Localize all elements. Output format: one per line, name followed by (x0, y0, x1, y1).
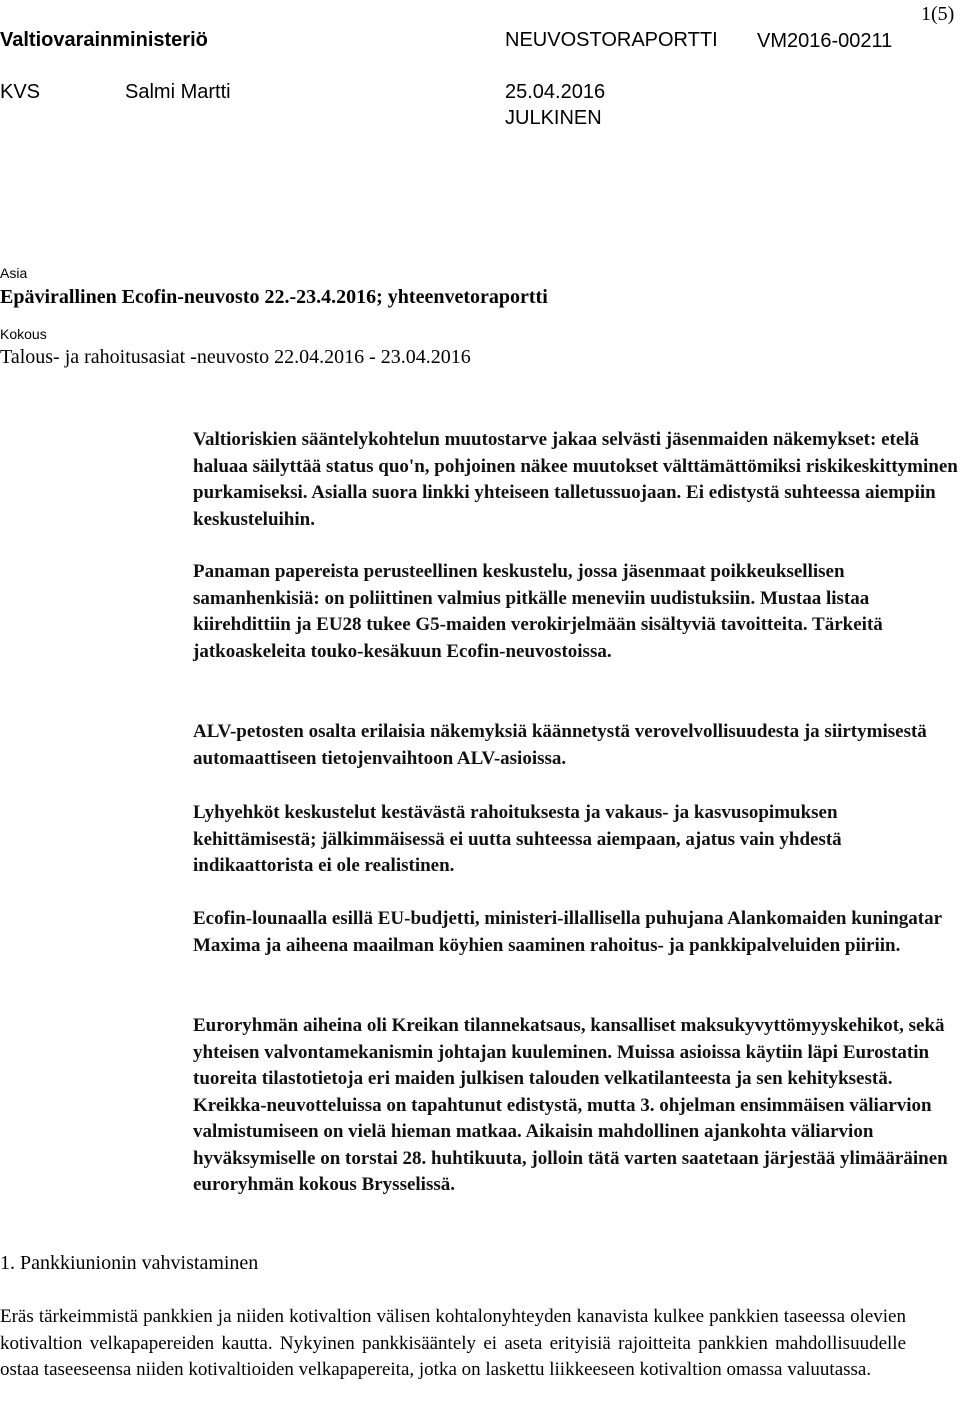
classification: JULKINEN (505, 107, 602, 129)
section-heading: 1. Pankkiunionin vahvistaminen (0, 1252, 259, 1274)
author-name: Salmi Martti (125, 81, 231, 103)
summary-paragraph-1: Valtioriskien sääntelykohtelun muutostarve jakaa selvästi jäsenmaiden näkemykset: etelä haluaa säilyttää status quo'n, pohjoinen näkee muutokset välttämättömiksi riskikeskittyminen purkamiseksi. Asialla suora linkki yhteiseen talletussuojaan. Ei edistystä suhteessa aiempiin keskusteluihin. (193, 429, 958, 530)
summary-paragraph-5: Ecofin-lounaalla esillä EU-budjetti, ministeri-illallisella puhujana Alankomaiden kuningatar Maxima ja aiheena maailman köyhien saaminen rahoitus- ja pankkipalveluiden piiriin. (193, 908, 942, 956)
subject-title: Epävirallinen Ecofin-neuvosto 22.-23.4.2016; yhteenvetoraportti (0, 286, 548, 308)
meeting-value: Talous- ja rahoitusasiat -neuvosto 22.04.2016 - 23.04.2016 (0, 346, 471, 368)
summary-paragraph-6: Euroryhmän aiheina oli Kreikan tilannekatsaus, kansalliset maksukyvyttömyyskehikot, sekä yhteisen valvontamekanismin johtajan kuuleminen. Muissa asioissa käytiin läpi Eurostatin tuoreita tilastotietoja eri maiden julkisen talouden velkatilanteesta ja sen kehityksestä. Kreikka-neuvotteluissa on tapahtunut edistystä, mutta 3. ohjelman ensimmäisen väliarvion valmistumiseen on vielä hieman matkaa. Aikaisin mahdollinen ajankohta väliarvion hyväksymiselle on torstai 28. huhtikuuta, jolloin tätä varten saatetaan järjestää ylimääräinen euroryhmän kokous Brysselissä. (193, 1015, 948, 1195)
summary-paragraph-4: Lyhyehköt keskustelut kestävästä rahoituksesta ja vakaus- ja kasvusopimuksen kehittämisestä; jälkimmäisessä ei uutta suhteessa aiempaan, ajatus vain yhdestä indikaattorista ei ole realistinen. (193, 802, 842, 876)
page-number: 1(5) (921, 3, 955, 25)
document-date: 25.04.2016 (505, 81, 606, 103)
subject-label: Asia (0, 265, 28, 281)
meeting-label: Kokous (0, 326, 47, 342)
document-id: VM2016-00211 (757, 30, 893, 52)
section-body: Eräs tärkeimmistä pankkien ja niiden kotivaltion välisen kohtalonyhteyden kanavista kulkee pankkien taseessa olevien kotivaltion velkapapereiden kautta. Nykyinen pankkisääntely ei aseta erityisiä rajoitteita pankkien mahdollisuudelle ostaa taseeseensa niiden kotivaltioiden velkapapereita, jotka on laskettu liikkeeseen kotivaltion omassa valuutassa. (0, 1306, 906, 1380)
summary-paragraph-3: ALV-petosten osalta erilaisia näkemyksiä käännetystä verovelvollisuudesta ja siirtymisestä automaattiseen tietojenvaihtoon ALV-asioissa. (193, 721, 927, 769)
summary-paragraph-2: Panaman papereista perusteellinen keskustelu, jossa jäsenmaat poikkeuksellisen samanhenkisiä: on poliittinen valmius pitkälle meneviin uudistuksiin. Mustaa listaa kiirehdittiin ja EU28 tukee G5-maiden verokirjelmään sisältyviä tavoitteita. Tärkeitä jatkoaskeleita touko-kesäkuun Ecofin-neuvostoissa. (193, 561, 883, 662)
ministry-name: Valtiovarainministeriö (0, 29, 208, 51)
unit-code: KVS (0, 81, 41, 103)
document-type: NEUVOSTORAPORTTI (505, 29, 718, 51)
